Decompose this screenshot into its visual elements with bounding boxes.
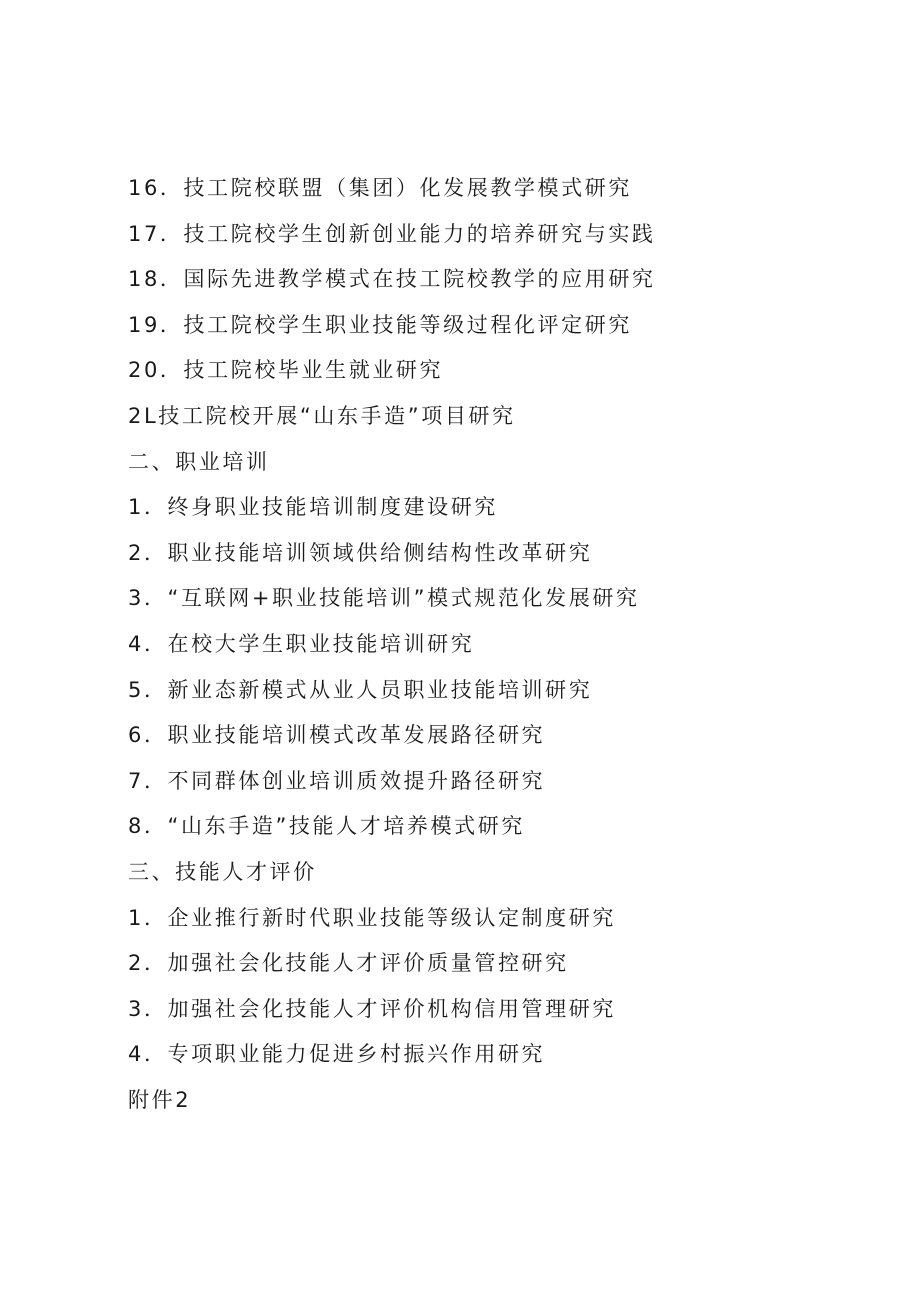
list-item: 4．专项职业能力促进乡村振兴作用研究 — [128, 1042, 546, 1067]
list-item: 4．在校大学生职业技能培训研究 — [128, 631, 475, 656]
list-item: 16．技工院校联盟（集团）化发展教学模式研究 — [128, 176, 632, 200]
list-item: 20．技工院校毕业生就业研究 — [128, 358, 444, 383]
document-body — [128, 166, 868, 1123]
list-item: 19．技工院校学生职业技能等级过程化评定研究 — [128, 312, 632, 337]
list-item: 17．技工院校学生创新创业能力的培养研究与实践 — [128, 221, 656, 246]
list-item: 2．职业技能培训领域供给侧结构性改革研究 — [128, 540, 593, 565]
attachment-label: 附件2 — [128, 1087, 192, 1112]
list-item: 1．终身职业技能培训制度建设研究 — [128, 495, 498, 520]
section-heading: 三、技能人才评价 — [128, 859, 317, 884]
list-item: 1．企业推行新时代职业技能等级认定制度研究 — [128, 905, 616, 930]
list-item: 7．不同群体创业培训质效提升路径研究 — [128, 768, 546, 793]
list-item: 6．职业技能培训模式改革发展路径研究 — [128, 723, 546, 748]
list-item: 8．“山东手造”技能人才培养模式研究 — [128, 814, 525, 839]
list-item: 3．加强社会化技能人才评价机构信用管理研究 — [128, 996, 616, 1021]
section-heading: 二、职业培训 — [128, 449, 270, 474]
list-item: 2L技工院校开展“山东手造”项目研究 — [128, 403, 516, 428]
list-item: 18．国际先进教学模式在技工院校教学的应用研究 — [128, 267, 656, 292]
list-item: 3．“互联网+职业技能培训”模式规范化发展研究 — [128, 586, 640, 611]
list-item: 5．新业态新模式从业人员职业技能培训研究 — [128, 677, 593, 702]
list-item: 2．加强社会化技能人才评价质量管控研究 — [128, 951, 569, 976]
